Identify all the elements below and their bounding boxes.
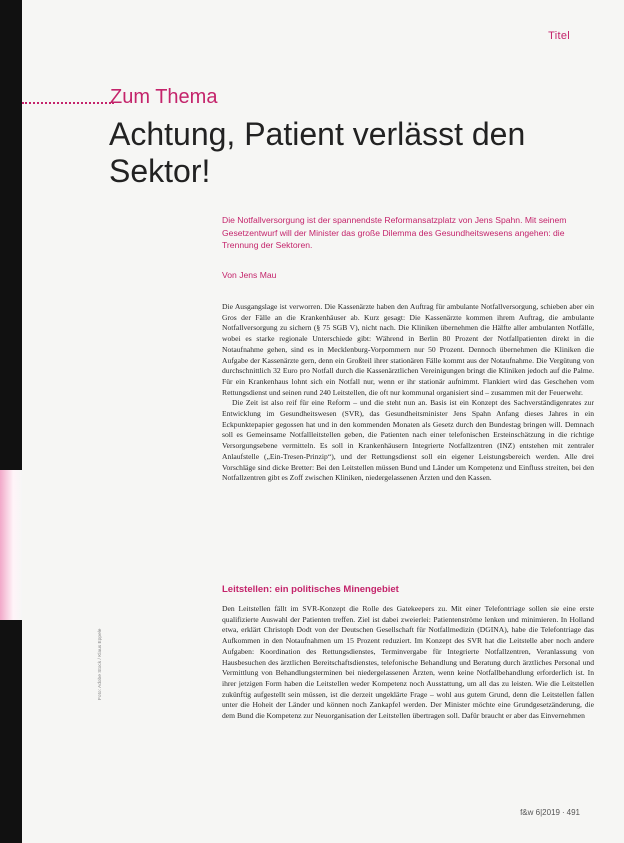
magazine-page [22,0,624,843]
body-column-1 [222,302,594,484]
body-paragraph: Den Leitstellen fällt im SVR-Konzept die Rolle des Gatekeepers zu. Mit einer Telefontriage sollen sie eine erste qualifizierte Auswahl der Patienten treffen. Ziel ist dabei zweierlei: Patientenströme lenken und minimieren. In Holland etwa, erklärt Christoph Dodt von der Deutschen Gesellschaft für Notfallmedizin (DGINA), habe die Telefontriage das Aufkommen in den Notaufnahmen um 15 Prozent reduziert. Im Konzept des SVR hat die Leitstelle aber noch andere Aufgaben: Koordination des Rettungsdienstes, Terminvergabe für Integrierte Notfallzentren, Veranlassung von Hausbesuchen des ärztlichen Bereitschaftsdienstes, telefonische Behandlung und Beratung durch ärztliches Personal und Vermittlung von Behandlungsterminen bei niedergelassenen Ärzten, wenn keine Notfallbehandlung erforderlich ist. In ihrer jetzigen Form haben die Leitstellen weder Kompetenz noch Ausstattung, um all das zu leisten. Wie die Leitstellen zukünftig aufgestellt sein müssen, ist die derzeit ungeklärte Frage – wohl aus gutem Grund, denn die Leitstellen fallen unter die Hoheit der Länder und können noch Zankapfel werden. Der Minister möchte eine Grundgesetzänderung, die dem Bund die Kompetenz zur Neuorganisation der Leitstellen übertragen soll. Dafür braucht er aber das Einvernehmen [222,604,594,721]
article-author: Von Jens Mau [222,270,277,280]
binding-highlight [0,470,22,620]
section-subhead: Leitstellen: ein politisches Minengebiet [222,584,399,595]
article-headline: Achtung, Patient verlässt den Sektor! [109,116,526,189]
page-number: 491 [566,808,580,817]
photo-credit: Foto: Adobe Stock / Klaus Eppele [98,628,103,700]
article-kicker: Zum Thema [110,86,218,108]
body-paragraph: Die Ausgangslage ist verworren. Die Kassenärzte haben den Auftrag für ambulante Notfallversorgung, schieben aber ein Gros der Fälle an die Krankenhäuser ab. Kurz gesagt: Die Kassenärzte kommen ihrem Auftrag, die ambulante Notfallversorgung zu sichern (§ 75 SGB V), nicht nach. Die Kliniken übernehmen die Hälfte aller ambulanten Notfälle, wobei es starke regionale Unterschiede gibt: Während in Berlin 80 Prozent der Notfallpatienten direkt in die Notaufnahme gehen, sind es in Mecklenburg-Vorpommern nur 50 Prozent. Dennoch übernehmen die Kliniken die Aufgabe der Kassenärzte gern, denn ein Großteil ihrer stationären Fälle kommt aus der Notaufnahme. Die Vergütung von durchschnittlich 32 Euro pro Notfall durch die Kassenärztlichen Vereinigungen bringt die Kliniken jedoch auf die Palme. Für ein Krankenhaus lohnt sich ein Notfall nur, wenn er ihr stationär aufnimmt. Flankiert wird das Geschehen vom Rettungsdienst und seinen rund 240 Leitstellen, die oft nur kommunal organisiert sind – zusammen mit der Feuerwehr. [222,302,594,397]
footer-separator: · [561,808,565,817]
page-footer [520,808,580,817]
binding-shadow [0,0,22,843]
body-column-2 [222,604,594,722]
dotted-rule [22,102,114,104]
issue-label: f&w 6|2019 [520,808,560,817]
article-teaser: Die Notfallversorgung ist der spannendste Reformansatzplatz von Jens Spahn. Mit seinem Gesetzentwurf will der Minister das große Dilemma des Gesundheitswesens angehen: die Trennung der Sektoren. [222,215,567,251]
section-label: Titel [548,30,570,42]
body-paragraph: Die Zeit ist also reif für eine Reform – und die steht nun an. Basis ist ein Konzept des Sachverständigenrates zur Entwicklung im Gesundheitswesen (SVR), das Gesundheitsminister Jens Spahn Anfang dieses Jahres in ein Eckpunktepapier gegossen hat und in den kommenden Monaten als Gesetz durch den Bundestag bringen will. Demnach soll es Gemeinsame Notfallleitstellen geben, die Patienten nach einer telefonischen Ersteinschätzung in die richtige Versorgungsebene vermitteln. Es soll in Krankenhäusern Integrierte Notfallzentren (INZ) entstehen mit zentraler Anlaufstelle („Ein-Tresen-Prinzip“), und der Rettungsdienst soll ein eigener Leistungsbereich werden. Alle drei Vorschläge sind dicke Bretter: Bei den Leitstellen müssen Bund und Länder um Kompetenz und Einfluss streiten, bei den Notfallzentren gibt es Zoff zwischen Kliniken, niedergelassenen Ärzten und den Kassen. [222,398,594,483]
